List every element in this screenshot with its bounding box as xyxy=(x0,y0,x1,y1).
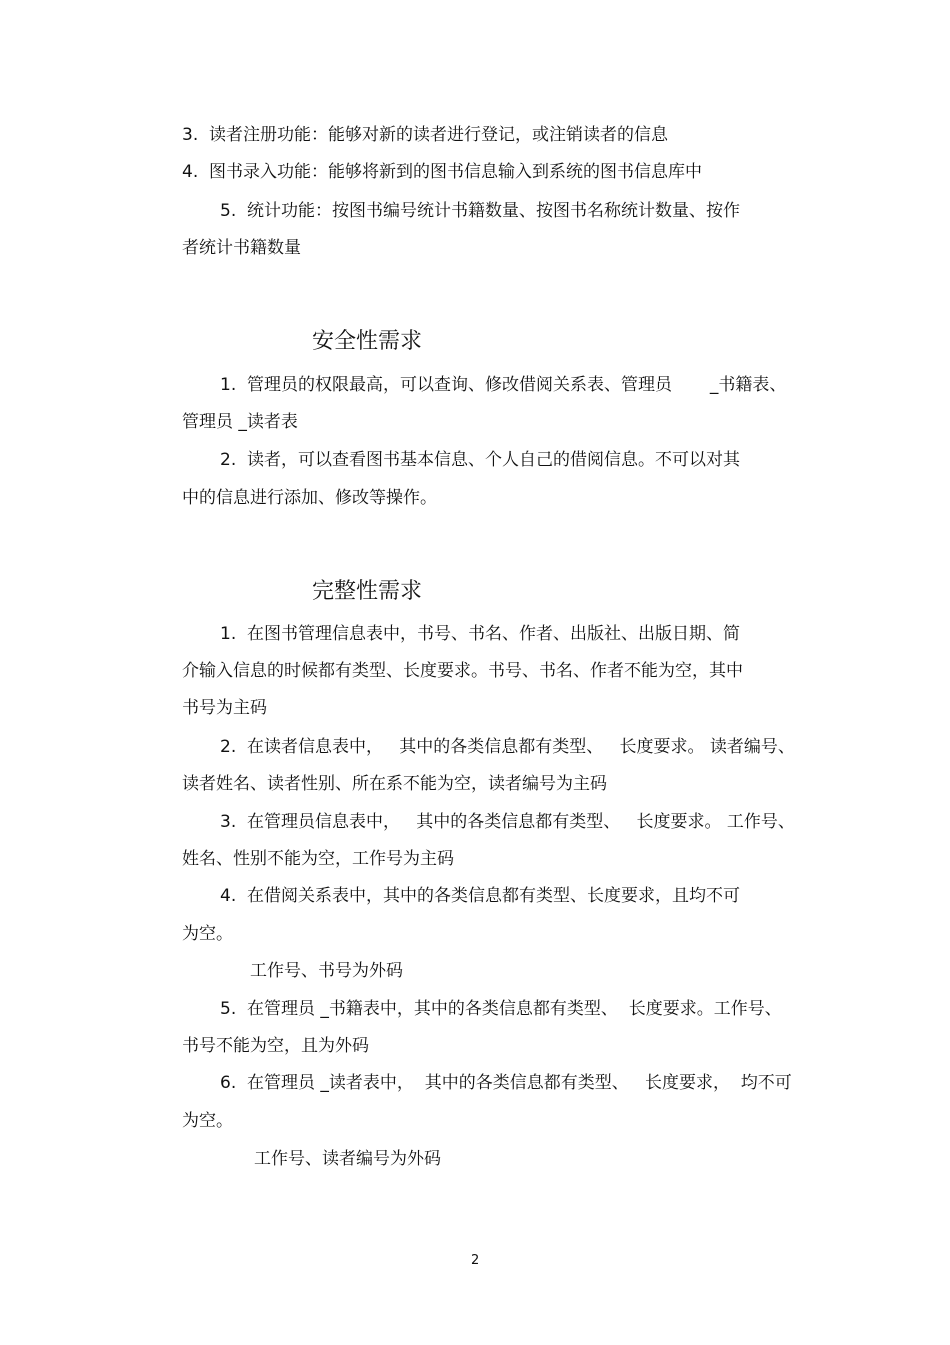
security-item-1-line-1: 1. 管理员的权限最高，可以查询、修改借阅关系表、管理员 _书籍表、 xyxy=(220,375,787,395)
integrity-item-3-line-1: 3. 在管理员信息表中， 其中的各类信息都有类型、 长度要求。 工作号、 xyxy=(220,812,795,832)
integrity-item-4-line-3: 工作号、书号为外码 xyxy=(250,961,403,981)
integrity-item-1-line-2: 介输入信息的时候都有类型、长度要求。书号、书名、作者不能为空，其中 xyxy=(182,661,743,681)
integrity-item-6-line-3: 工作号、读者编号为外码 xyxy=(254,1149,441,1169)
integrity-heading: 完整性需求 xyxy=(312,579,423,604)
security-item-2-line-2: 中的信息进行添加、修改等操作。 xyxy=(182,488,437,508)
integrity-item-5-line-2: 书号不能为空，且为外码 xyxy=(182,1036,369,1056)
function-item-5-line-1: 5. 统计功能：按图书编号统计书籍数量、按图书名称统计数量、按作 xyxy=(220,201,741,221)
integrity-item-6-line-1: 6. 在管理员 _读者表中， 其中的各类信息都有类型、 长度要求， 均不可 xyxy=(220,1073,792,1093)
function-item-5-line-2: 者统计书籍数量 xyxy=(182,238,301,258)
security-item-1-line-2: 管理员 _读者表 xyxy=(182,412,298,432)
function-item-3: 3. 读者注册功能：能够对新的读者进行登记，或注销读者的信息 xyxy=(182,125,669,145)
integrity-item-4-line-1: 4. 在借阅关系表中，其中的各类信息都有类型、长度要求，且均不可 xyxy=(220,886,741,906)
function-item-4: 4. 图书录入功能：能够将新到的图书信息输入到系统的图书信息库中 xyxy=(182,162,703,182)
integrity-item-2-line-1: 2. 在读者信息表中， 其中的各类信息都有类型、 长度要求。 读者编号、 xyxy=(220,737,795,757)
integrity-item-2-line-2: 读者姓名、读者性别、所在系不能为空，读者编号为主码 xyxy=(182,774,607,794)
integrity-item-1-line-3: 书号为主码 xyxy=(182,698,267,718)
security-item-2-line-1: 2. 读者，可以查看图书基本信息、个人自己的借阅信息。不可以对其 xyxy=(220,450,741,470)
integrity-item-5-line-1: 5. 在管理员 _书籍表中，其中的各类信息都有类型、 长度要求。工作号、 xyxy=(220,999,782,1019)
integrity-item-1-line-1: 1. 在图书管理信息表中，书号、书名、作者、出版社、出版日期、简 xyxy=(220,624,741,644)
integrity-item-4-line-2: 为空。 xyxy=(182,924,233,944)
page-number: 2 xyxy=(471,1253,480,1268)
integrity-item-6-line-2: 为空。 xyxy=(182,1111,233,1131)
security-heading: 安全性需求 xyxy=(312,329,423,354)
integrity-item-3-line-2: 姓名、性别不能为空，工作号为主码 xyxy=(182,849,454,869)
